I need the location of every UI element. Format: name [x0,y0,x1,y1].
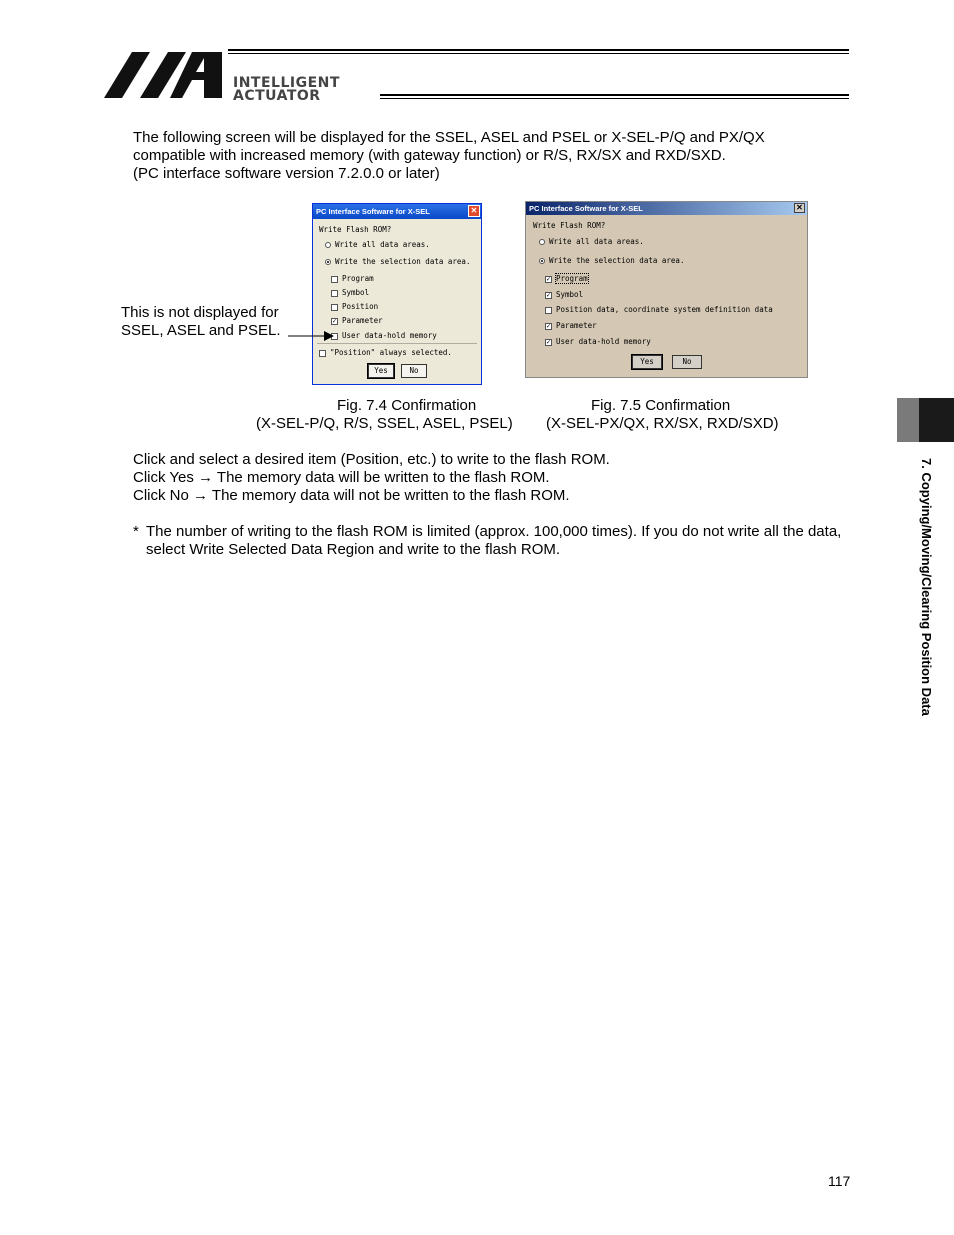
radio-label: Write the selection data area. [549,256,685,265]
checkbox-label: Symbol [342,288,370,297]
checkbox-symbol[interactable] [545,290,583,299]
checkbox-label: Program [342,274,374,283]
checkbox-symbol[interactable] [331,288,369,297]
header-rule-top2 [228,53,849,54]
radio-selected-icon [539,258,545,264]
note-line-1: The number of writing to the flash ROM is limited (approx. 100,000 times). If you do not write all the data, [146,523,842,540]
dialog-title: PC Interface Software for X-SEL [529,204,643,213]
side-tab-block [919,398,954,442]
radio-write-selection[interactable] [325,257,470,266]
no-button[interactable]: No [401,364,427,378]
radio-write-selection[interactable] [539,256,684,265]
checkbox-user-data-hold[interactable] [331,331,437,340]
radio-selected-icon [325,259,331,265]
checkbox-icon [331,276,338,283]
checkbox-checked-icon: ✓ [546,321,551,330]
annotation-line-1: This is not displayed for [121,304,279,321]
close-icon[interactable]: ✕ [468,205,480,217]
no-button[interactable]: No [672,355,702,369]
fig-7-4-caption-line-1: Fig. 7.4 Confirmation [337,397,477,414]
dialog-fig-7-4 [312,203,482,385]
header-rule-top [228,49,849,51]
radio-write-all[interactable] [325,240,430,249]
side-tab-chapter-title: 7. Copying/Moving/Clearing Position Data [919,458,934,716]
checkbox-icon [545,307,552,314]
intro-line-3: (PC interface software version 7.2.0.0 or later) [133,165,440,182]
checkbox-checked-icon: ✓ [546,290,551,299]
yes-button[interactable]: Yes [632,355,662,369]
checkbox-program[interactable] [545,274,588,283]
instruction-line-3: Click No → The memory data will not be written to the flash ROM. [133,487,570,504]
dialog-title-bar [313,204,481,219]
dialog-title: PC Interface Software for X-SEL [316,207,430,216]
radio-write-all[interactable] [539,237,644,246]
checkbox-checked-icon: ✓ [546,337,551,346]
radio-label: Write all data areas. [549,237,644,246]
checkbox-label: Position data, coordinate system definition data [556,305,773,314]
header-rule-bottom [380,94,849,96]
checkbox-label: User data-hold memory [556,337,651,346]
checkbox-label: Program [556,274,588,283]
checkbox-checked-icon: ✓ [546,274,551,283]
dialog-title-bar [526,202,807,215]
annotation-line-2: SSEL, ASEL and PSEL. [121,322,281,339]
radio-label: Write all data areas. [335,240,430,249]
checkbox-label: Position [342,302,379,311]
checkbox-label: User data-hold memory [342,331,437,340]
checkbox-user-data-hold[interactable] [545,337,651,346]
checkbox-position-always[interactable] [319,348,452,357]
intro-line-2: compatible with increased memory (with gateway function) or R/S, RX/SX and RXD/SXD. [133,147,726,164]
instruction-line-2: Click Yes → The memory data will be written to the flash ROM. [133,469,550,486]
checkbox-label: Parameter [342,316,383,325]
checkbox-icon [331,304,338,311]
fig-7-5-caption-line-2: (X-SEL-PX/QX, RX/SX, RXD/SXD) [546,415,779,432]
question-text: Write Flash ROM? [319,225,392,234]
ia-logo-icon [104,50,224,100]
logo-text-actuator: ACTUATOR [233,88,321,104]
annotation-arrow-icon [288,329,338,341]
intro-line-1: The following screen will be displayed for the SSEL, ASEL and PSEL or X-SEL-P/Q and PX/QX [133,129,765,146]
header-rule-bottom2 [380,98,849,99]
question-text: Write Flash ROM? [533,221,606,230]
page-number: 117 [828,1173,851,1189]
yes-button[interactable]: Yes [368,364,394,378]
checkbox-label: Symbol [556,290,584,299]
checkbox-parameter[interactable] [545,321,597,330]
instruction-line-1: Click and select a desired item (Position, etc.) to write to the flash ROM. [133,451,610,468]
checkbox-program[interactable] [331,274,374,283]
note-marker: * [133,523,139,540]
checkbox-checked-icon: ✓ [332,316,337,325]
checkbox-label: "Position" always selected. [330,348,452,357]
radio-icon [325,242,331,248]
fig-7-5-caption-line-1: Fig. 7.5 Confirmation [591,397,731,414]
radio-icon [539,239,545,245]
radio-label: Write the selection data area. [335,257,471,266]
note-line-2: select Write Selected Data Region and write to the flash ROM. [146,541,561,558]
dialog-separator [317,343,477,344]
checkbox-label: Parameter [556,321,597,330]
fig-7-4-caption-line-2: (X-SEL-P/Q, R/S, SSEL, ASEL, PSEL) [256,415,513,432]
checkbox-icon [331,290,338,297]
side-tab-shade [897,398,919,442]
checkbox-position[interactable] [331,302,378,311]
close-icon[interactable]: ✕ [794,203,805,213]
dialog-fig-7-5 [525,201,808,378]
checkbox-position-data[interactable] [545,305,773,314]
checkbox-parameter[interactable] [331,316,383,325]
logo-text-intelligent: INTELLIGENT [233,75,340,91]
checkbox-icon [319,350,326,357]
